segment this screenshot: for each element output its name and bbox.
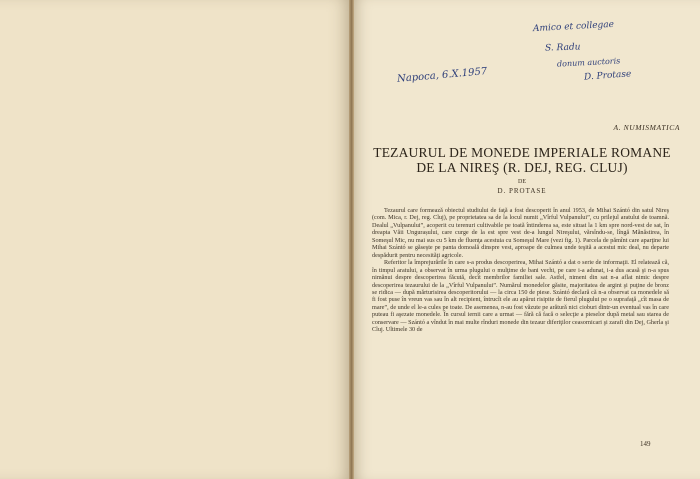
inscription-line-3: donum auctoris <box>556 56 621 69</box>
inscription-line-1: Amico et collegae <box>532 19 615 35</box>
body-paragraph-2: Referitor la împrejurările în care s-a produs descoperirea, Mihai Szántó a dat o serie de informaţii. El relatează că, în timpul aratului, a observat în urma plugului o mulţime de bani vechi, pe care i-a adunat, i-a dus acasă şi n-a spus nimănui despre descoperirea făcută, decît membrilor familiei sale. Astfel, nimeni din sat n-a aflat nimic despre descoperirea tezaurului de la „Vîrful Vulpanului”. Numărul monedelor găsite, majoritatea de argint şi puţine de bronz se ridica — după mărturisirea descoperitorului — la circa 150 de piese. Szántó declară că n-a observat ca monedele să fi fost puse în vreun vas sau în alt recipient, întrucît ele au apărut risipite de fierul plugului pe o suprafaţă „cît masa de mare”, de unde el le-a cules pe toate. De asemenea, n-au fost văzute pe arătură nici cioburi dintr-un eventual vas în care puteau fi aşezate monedele. În cursul iernii care a urmat — fără că facă o selecţie a pieselor după metal sau starea de conservare — Szántó a vîndut în mai multe rînduri monede din tezaur diferiţilor ceasornicari şi zarafi din Dej, Gherla şi Cluj. Ultimele 30 de <box>372 259 669 334</box>
section-heading: A. NUMISMATICA <box>613 123 680 132</box>
article-body <box>372 207 669 334</box>
article-author: D. PROTASE <box>497 187 547 195</box>
inscription-place-date: Napoca, 6.X.1957 <box>396 66 488 85</box>
by-label: DE <box>518 179 526 185</box>
article-title <box>372 145 672 175</box>
inscription-line-2: S. Radu <box>544 42 581 54</box>
body-paragraph-1: Tezaurul care formează obiectul studiului de faţă a fost descoperit în anul 1953, de Mihai Szántó din satul Nireş (com. Mica, r. Dej, reg. Cluj), pe proprietatea sa de la locul numit „Vîrful Vulpanului”, cu prilejul aratului de toamnă. Dealul „Vulpanului”, acoperit cu terenuri cultivabile pe toată întinderea sa, este situat la 1 km spre nord-vest de sat, în dreapta Văii Ungurașului, care curge de la est spre vest de-a lungul Nireşului, vărsîndu-se, lîngă Mănăstirea, în Someşul Mic, nu mai sus cu 5 km de fluenţa acestuia cu Someşul Mare (vezi fig. 1). Parcela de pămînt care aparţine lui Mihai Szántó se găseşte pe panta domoală dinspre vest, aproape de culmea unde teşită a acestui mic deal, nu departe despădurit pentru necesităţi agricole. <box>372 207 669 259</box>
article-title-line-2: DE LA NIREŞ (R. DEJ, REG. CLUJ) <box>416 160 628 175</box>
article-title-line-1: TEZAURUL DE MONEDE IMPERIALE ROMANE <box>373 145 671 160</box>
inscription-signature: D. Protase <box>583 69 632 83</box>
page-number: 149 <box>640 440 651 448</box>
book-gutter <box>349 0 354 479</box>
